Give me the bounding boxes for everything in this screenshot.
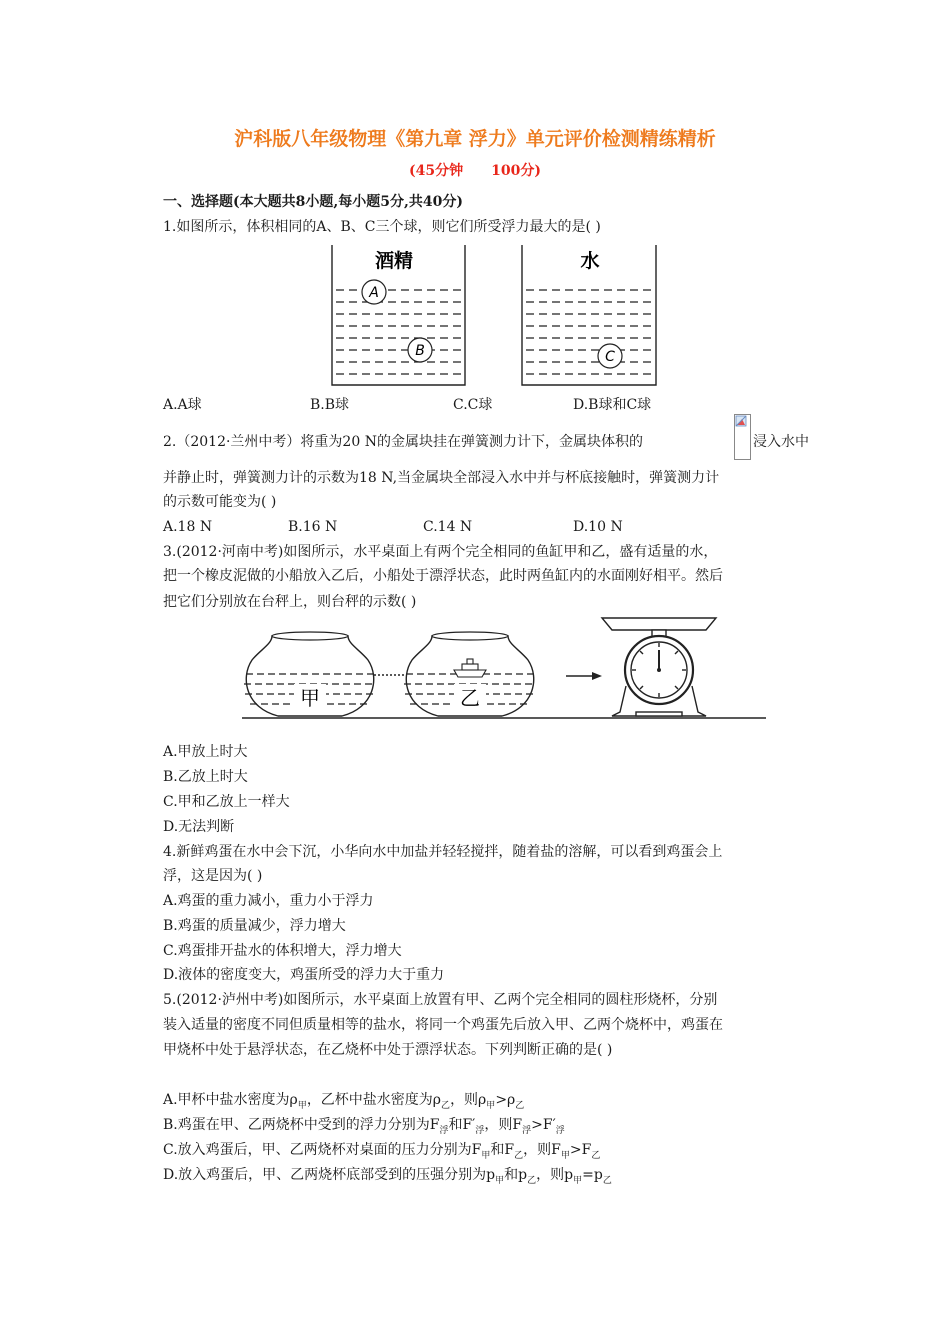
q4-option-a: A.鸡蛋的重力减小，重力小于浮力: [163, 893, 374, 909]
q3-option-d: D.无法判断: [163, 819, 235, 835]
q5-option-b: B.鸡蛋在甲、乙两烧杯中受到的浮力分别为$F_浮$和$F'_浮$，则$F_浮>F'_浮$: [163, 1117, 565, 1136]
q1-option-c: C.C球: [453, 397, 493, 413]
q2-option-d: D.10 N: [573, 519, 623, 535]
q1-stem: 1.如图所示，体积相同的A、B、C三个球，则它们所受浮力最大的是( ): [163, 219, 601, 235]
q4-line1: 4.新鲜鸡蛋在水中会下沉，小华向水中加盐并轻轻搅拌，随着盐的溶解，可以看到鸡蛋会上: [163, 844, 723, 860]
q5-line1: 5.(2012·泸州中考)如图所示，水平桌面上放置有甲、乙两个完全相同的圆柱形烧杯，分别: [163, 992, 718, 1008]
q3-line3: 把它们分别放在台秤上，则台秤的示数( ): [163, 594, 417, 610]
q2-option-c: C.14 N: [423, 519, 473, 535]
q4-option-b: B.鸡蛋的质量减少，浮力增大: [163, 918, 346, 934]
q3-figure: [240, 612, 770, 724]
q2-line1-a: 2.（2012·兰州中考）将重为20 N的金属块挂在弹簧测力计下，金属块体积的: [163, 434, 643, 450]
water-label: 水: [580, 250, 600, 272]
ball-a-label: A: [369, 285, 379, 301]
alcohol-label: 酒精: [374, 250, 414, 272]
q4-option-d: D.液体的密度变大，鸡蛋所受的浮力大于重力: [163, 967, 445, 983]
q5-line2: 装入适量的密度不同但质量相等的盐水，将同一个鸡蛋先后放入甲、乙两个烧杯中，鸡蛋在: [163, 1017, 723, 1033]
q1-option-d: D.B球和C球: [573, 397, 652, 413]
platform-scale: [602, 618, 716, 716]
q2-option-a: A.18 N: [163, 519, 213, 535]
yi-label: 乙: [460, 686, 480, 710]
q3-option-b: B.乙放上时大: [163, 769, 248, 785]
arrow-icon: [592, 672, 602, 680]
q2-line2: 并静止时，弹簧测力计的示数为18 N,当金属块全部浸入水中并与杯底接触时，弹簧测力计: [163, 470, 720, 486]
q2-option-b: B.16 N: [288, 519, 338, 535]
q4-option-c: C.鸡蛋排开盐水的体积增大，浮力增大: [163, 943, 402, 959]
page-subtitle: [0, 160, 950, 180]
q1-option-b: B.B球: [310, 397, 350, 413]
q3-line2: 把一个橡皮泥做的小船放入乙后，小船处于漂浮状态，此时两鱼缸内的水面刚好相平。然后: [163, 568, 723, 584]
page-title: 沪科版八年级物理《第九章 浮力》单元评价检测精练精析: [234, 128, 716, 150]
q4-line2: 浮，这是因为( ): [163, 868, 263, 884]
q2-line3: 的示数可能变为( ): [163, 494, 277, 510]
q5-option-d: D.放入鸡蛋后，甲、乙两烧杯底部受到的压强分别为$p_甲$和$p_乙$，则$p_甲=p_乙$: [163, 1167, 612, 1186]
q3-option-a: A.甲放上时大: [163, 744, 248, 760]
q2-line1-b: 浸入水中: [753, 434, 809, 450]
section-heading: 一、选择题(本大题共8小题,每小题5分,共40分): [163, 194, 463, 210]
ball-c-label: C: [605, 349, 615, 365]
subtitle-score: 100分): [491, 163, 541, 179]
q5-line3: 甲烧杯中处于悬浮状态，在乙烧杯中处于漂浮状态。下列判断正确的是( ): [163, 1042, 613, 1058]
q1-option-a: A.A球: [163, 397, 202, 413]
q5-option-c: C.放入鸡蛋后，甲、乙两烧杯对桌面的压力分别为$F_甲$和$F_乙$，则$F_甲>F_乙$: [163, 1142, 601, 1161]
subtitle-time: (45分钟: [409, 163, 464, 179]
q3-line1: 3.(2012·河南中考)如图所示，水平桌面上有两个完全相同的鱼缸甲和乙，盛有适量的水，: [163, 544, 718, 560]
q3-option-c: C.甲和乙放上一样大: [163, 794, 290, 810]
jia-label: 甲: [300, 686, 320, 710]
ball-b-label: B: [415, 343, 425, 359]
q1-figure: [320, 240, 665, 390]
q5-option-a: A.甲杯中盐水密度为$\rho_甲$，乙杯中盐水密度为$\rho_乙$，则$\rho_甲>\rho_乙$: [163, 1092, 525, 1111]
broken-image-icon: [734, 414, 751, 460]
